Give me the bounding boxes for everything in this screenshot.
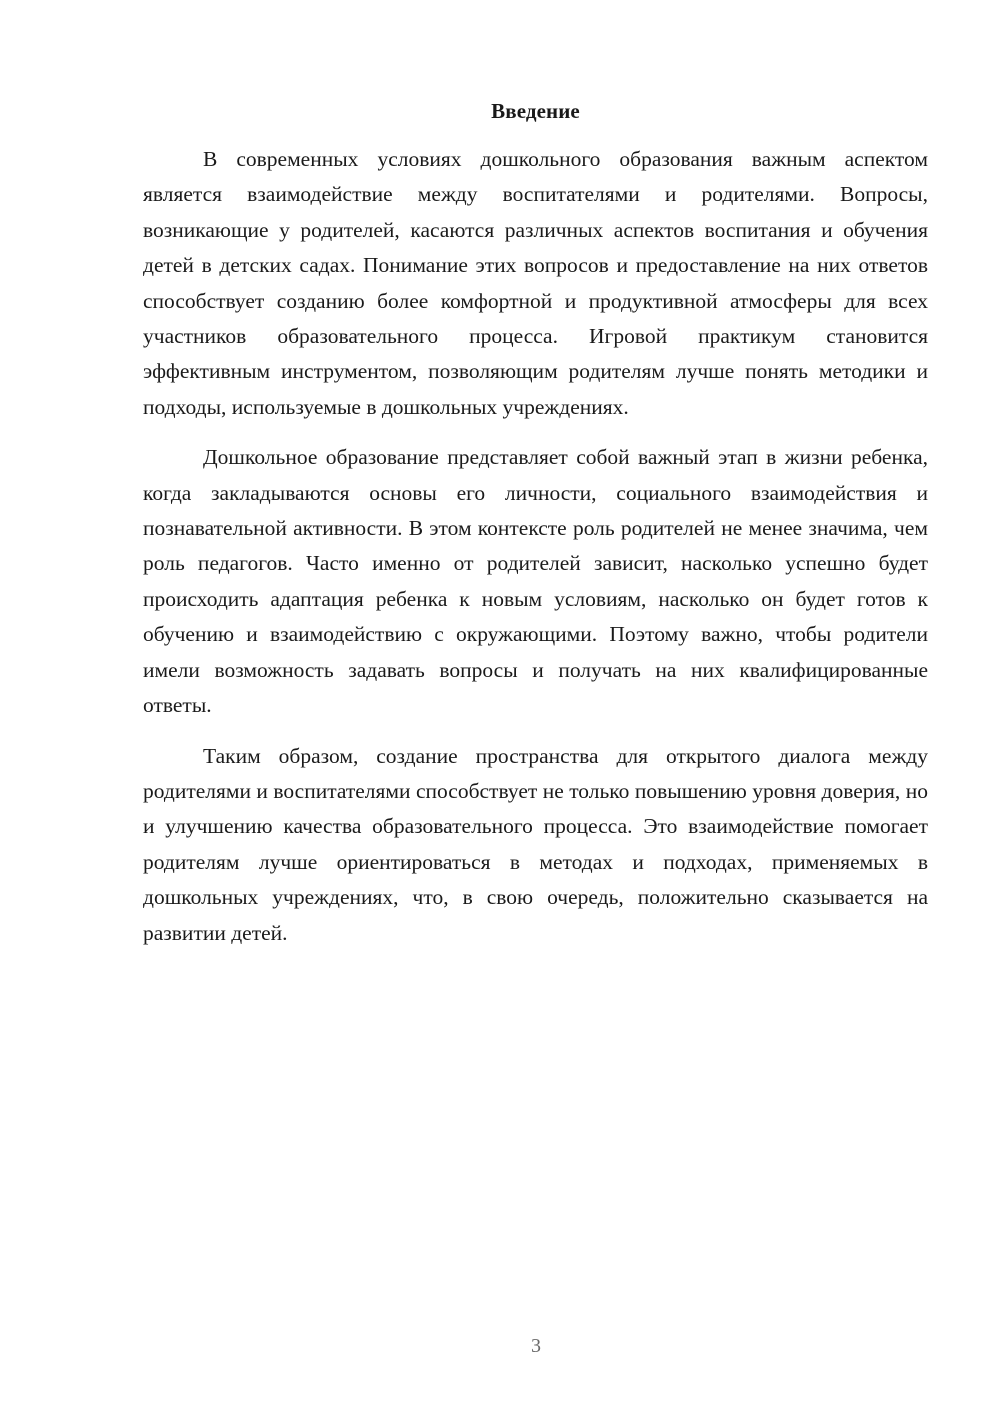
- section-title: Введение: [491, 99, 580, 123]
- page-number: 3: [531, 1335, 541, 1357]
- paragraph-1: В современных условиях дошкольного образования важным аспектом является взаимодействие между воспитателями и родителями. Вопросы, возникающие у родителей, касаются различных аспектов воспитания и обучения детей в детских садах. Понимание этих вопросов и предоставление на них ответов способствует созданию более комфортной и продуктивной атмосферы для всех участников образовательного процесса. Игровой практикум становится эффективным инструментом, позволяющим родителям лучше понять методики и подходы, используемые в дошкольных учреждениях.: [143, 147, 928, 419]
- paragraph-3: Таким образом, создание пространства для открытого диалога между родителями и воспитателями способствует не только повышению уровня доверия, но и улучшению качества образовательного процесса. Это взаимодействие помогает родителям лучше ориентироваться в методах и подходах, применяемых в дошкольных учреждениях, что, в свою очередь, положительно сказывается на развитии детей.: [143, 743, 928, 945]
- paragraph-2: Дошкольное образование представляет собой важный этап в жизни ребенка, когда закладываются основы его личности, социального взаимодействия и познавательной активности. В этом контексте роль родителей не менее значима, чем роль педагогов. Часто именно от родителей зависит, насколько успешно будет происходить адаптация ребенка к новым условиям, насколько он будет готов к обучению и взаимодействию с окружающими. Поэтому важно, чтобы родители имели возможность задавать вопросы и получать на них квалифицированные ответы.: [143, 445, 928, 718]
- page-content: [143, 96, 928, 966]
